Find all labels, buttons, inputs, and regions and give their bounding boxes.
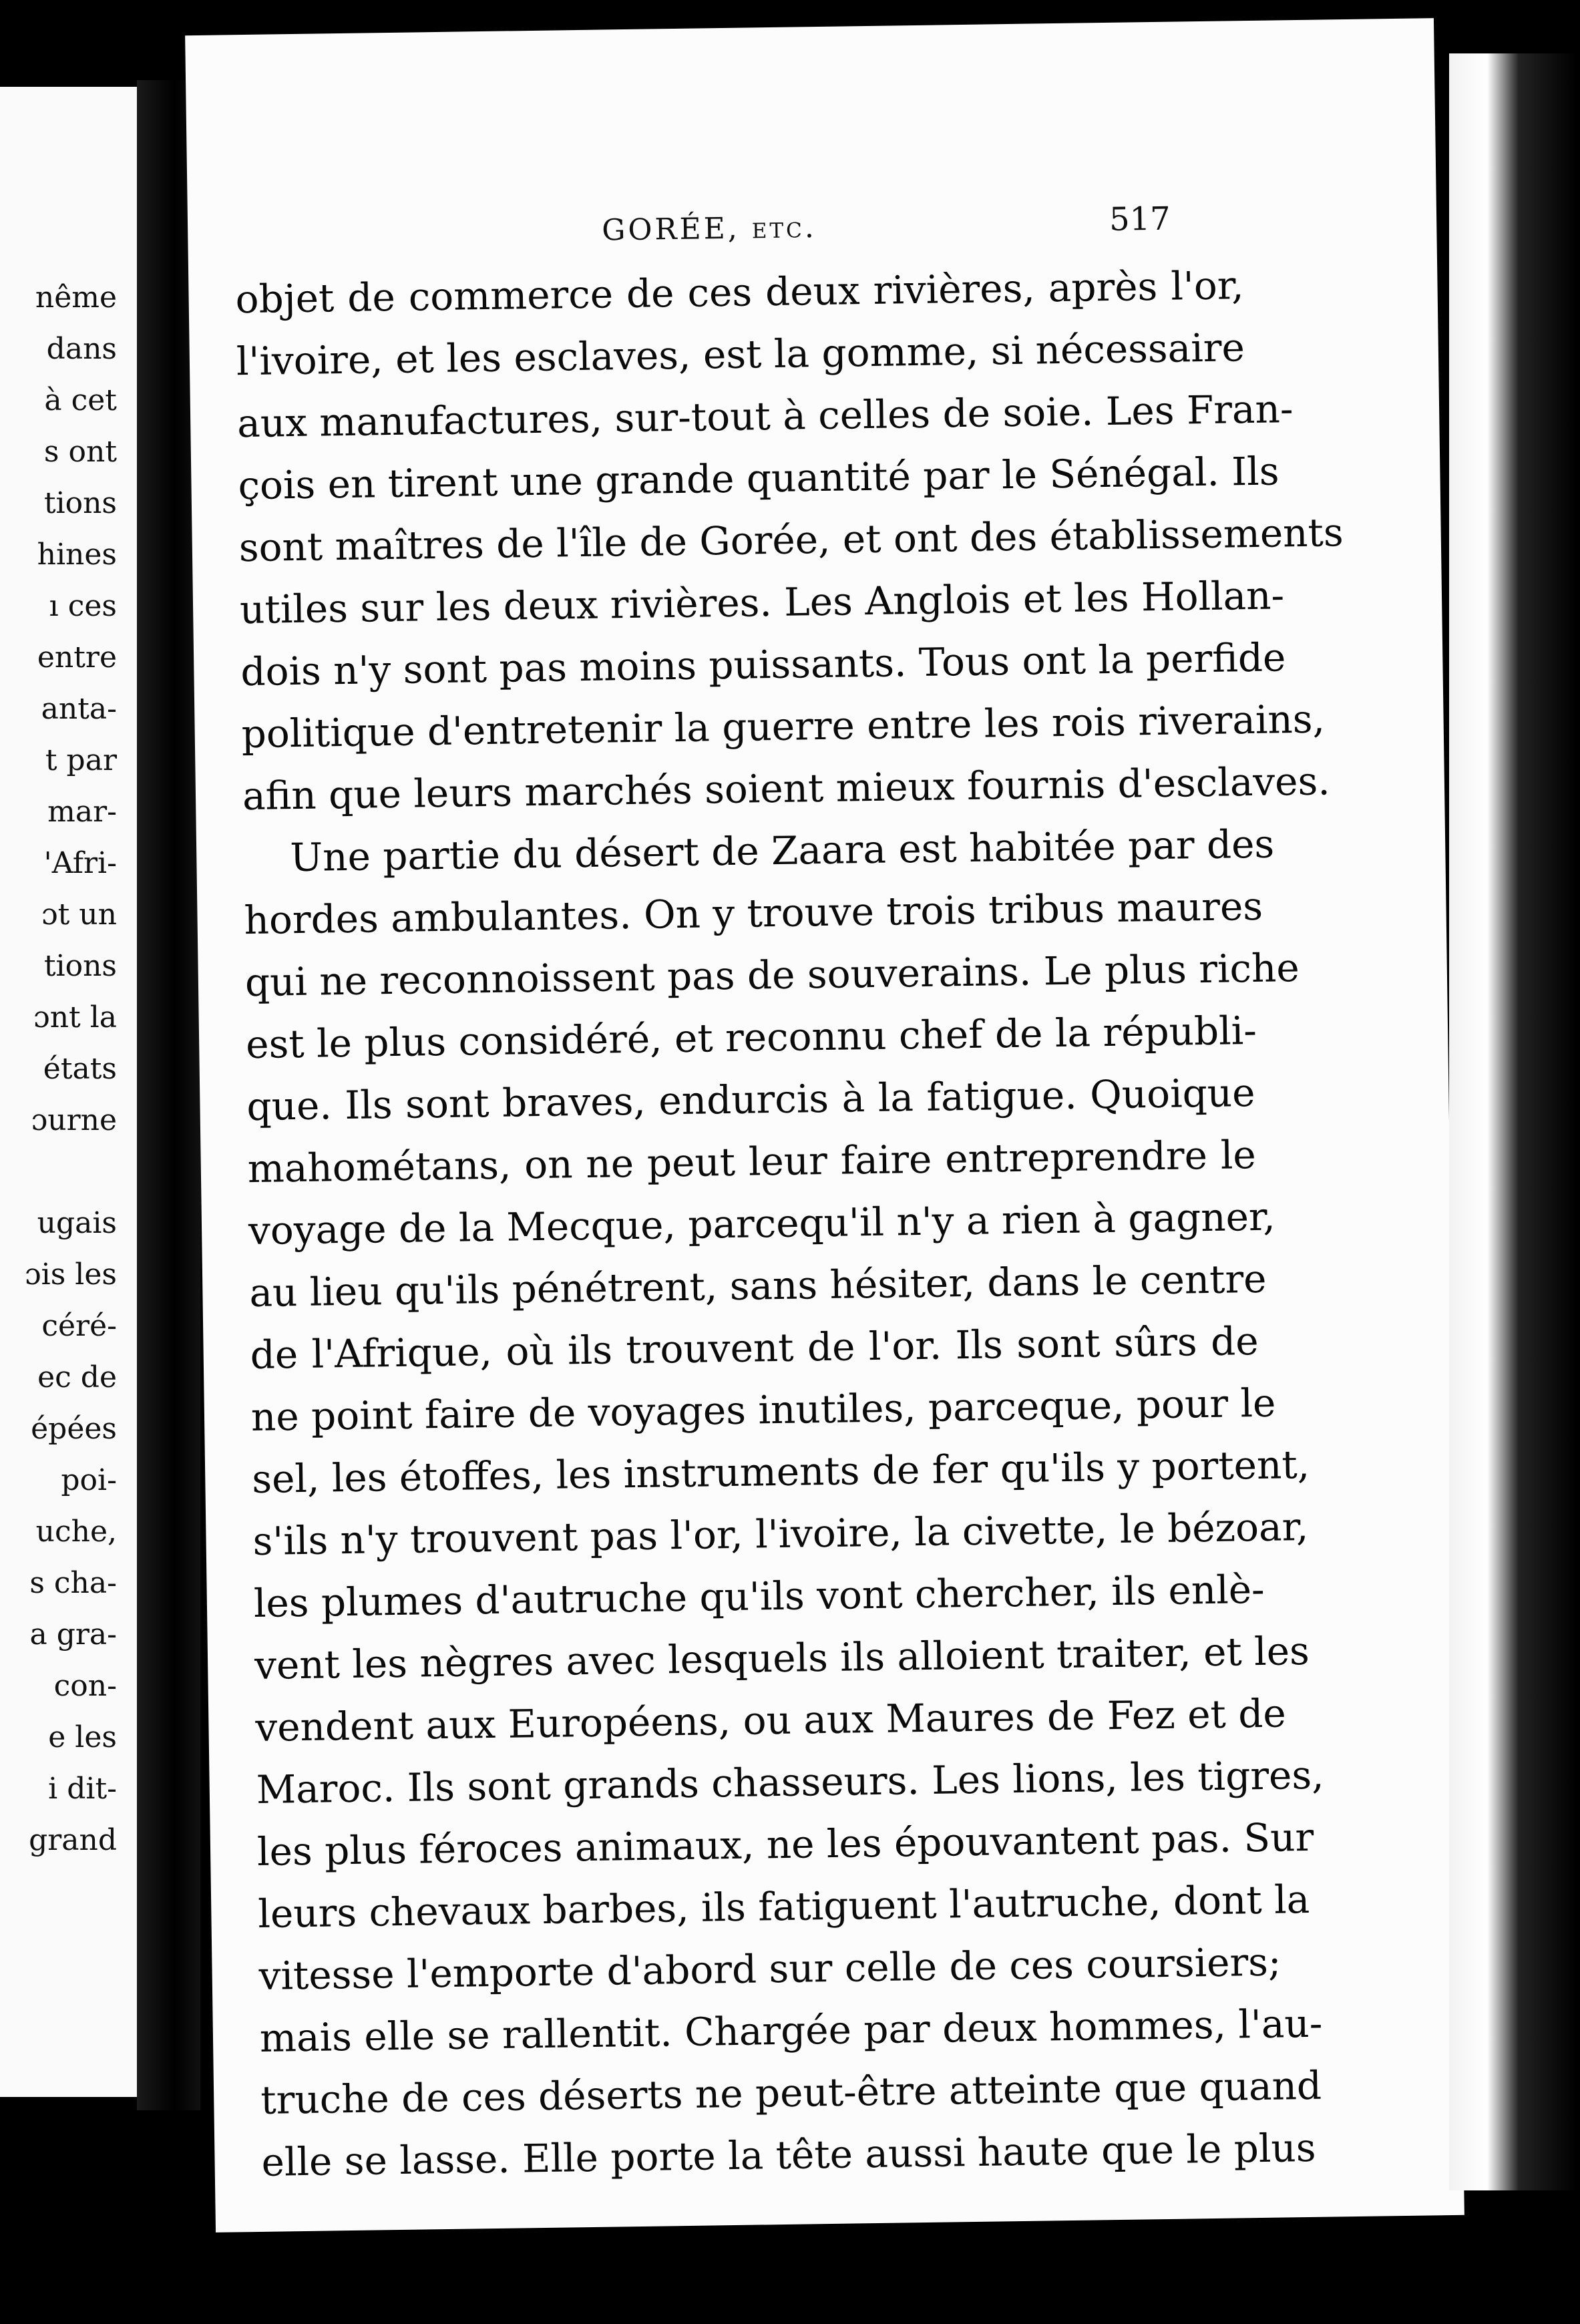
left-page-fragment: ec de [37, 1360, 117, 1394]
left-page-fragment: uche, [35, 1515, 117, 1549]
text-line: les plumes d'autruche qu'ils vont chercher, ils enlè- [253, 1566, 1265, 1627]
page-edge [1449, 53, 1576, 2190]
left-page-fragment: entre [37, 640, 117, 674]
left-page-fragment: poi- [61, 1463, 117, 1497]
text-line: vent les nègres avec lesquels ils alloient traiter, et les [254, 1627, 1310, 1688]
text-line: truche de ces déserts ne peut-être atteinte que quand [260, 2062, 1322, 2123]
text-line: dois n'y sont pas moins puissants. Tous ont la perfide [240, 634, 1286, 695]
text-line: ne point faire de voyages inutiles, parceque, pour le [250, 1380, 1276, 1440]
left-page-fragment: épées [31, 1412, 117, 1446]
page-number: 517 [1109, 200, 1171, 238]
left-page-fragment: e les [48, 1720, 117, 1754]
left-page-fragment: mar- [47, 795, 117, 829]
text-line: elle se lasse. Elle porte la tête aussi haute que le plus [261, 2124, 1316, 2185]
text-line: vendent aux Européens, ou aux Maures de Fez et de [255, 1690, 1287, 1750]
text-line: les plus féroces animaux, ne les épouvantent pas. Sur [256, 1814, 1314, 1875]
left-page-fragment: nême [35, 280, 117, 315]
text-line: au lieu qu'ils pénétrent, sans hésiter, dans le centre [248, 1255, 1267, 1316]
text-line: çois en tirent une grande quantité par le Sénégal. Ils [238, 448, 1279, 509]
text-line: hordes ambulantes. On y trouve trois tribus maures [244, 883, 1263, 944]
text-line: leurs chevaux barbes, ils fatiguent l'autruche, dont la [257, 1876, 1310, 1937]
left-page-fragment: i dit- [48, 1772, 117, 1806]
page-header [188, 202, 1437, 259]
left-page-fragment: ı ces [49, 589, 117, 623]
text-line: s'ils n'y trouvent pas l'or, l'ivoire, la civette, le bézoar, [252, 1503, 1309, 1565]
left-page-fragment: anta- [41, 692, 117, 726]
left-page-fragment: con- [53, 1669, 117, 1703]
text-line: mahométans, on ne peut leur faire entreprendre le [247, 1131, 1257, 1192]
text-line: de l'Afrique, où ils trouvent de l'or. Ils sont sûrs de [250, 1318, 1259, 1378]
left-page-fragment: grand [29, 1823, 117, 1857]
running-head: GORÉE, etc. [601, 210, 817, 248]
left-page-fragment: t par [45, 743, 117, 777]
left-page-fragment: à cet [44, 383, 117, 417]
left-page-fragment: tions [43, 949, 117, 983]
text-line: Une partie du désert de Zaara est habitée par des [289, 821, 1275, 881]
left-page-fragment: ɔnt la [33, 1000, 117, 1034]
left-page-fragment: a gra- [29, 1617, 117, 1652]
left-page-fragment: hines [37, 538, 117, 572]
text-line: afin que leurs marchés soient mieux fournis d'esclaves. [242, 758, 1331, 819]
text-line: aux manufactures, sur-tout à celles de soie. Les Fran- [236, 386, 1294, 447]
text-line: qui ne reconnoissent pas de souverains. Le plus riche [244, 945, 1300, 1006]
text-line: mais elle se rallentit. Chargée par deux hommes, l'au- [259, 2000, 1323, 2061]
text-line: sont maîtres de l'île de Gorée, et ont des établissements [238, 510, 1344, 571]
left-page-fragment: ɔurne [31, 1103, 117, 1137]
text-line: Maroc. Ils sont grands chasseurs. Les lions, les tigres, [256, 1752, 1325, 1812]
text-line: politique d'entretenir la guerre entre les rois riverains, [241, 696, 1326, 757]
text-line: objet de commerce de ces deux rivières, après l'or, [235, 262, 1244, 323]
left-page-fragment: tions [43, 486, 117, 520]
left-page-fragment: s cha- [29, 1566, 117, 1600]
left-page-fragment: ugais [37, 1206, 117, 1240]
left-page-fragment: ɔis les [25, 1257, 117, 1292]
text-line: vitesse l'emporte d'abord sur celle de ces coursiers; [258, 1939, 1281, 1999]
right-page [185, 18, 1464, 2233]
left-page-fragment: ɔt un [41, 898, 117, 932]
left-page-fragment: 'Afri- [43, 846, 117, 880]
left-page-fragment: s ont [43, 435, 117, 469]
text-line: est le plus considéré, et reconnu chef de la républi- [245, 1007, 1257, 1068]
body-text [235, 261, 1344, 2185]
text-line: sel, les étoffes, les instruments de fer qu'ils y portent, [251, 1441, 1310, 1503]
text-line: utiles sur les deux rivières. Les Anglois et les Hollan- [239, 572, 1285, 633]
left-page [0, 87, 137, 2097]
left-page-fragment: dans [46, 332, 117, 366]
text-line: que. Ils sont braves, endurcis à la fatigue. Quoique [246, 1070, 1255, 1130]
text-line: l'ivoire, et les esclaves, est la gomme, si nécessaire [236, 325, 1245, 385]
text-line: voyage de la Mecque, parcequ'il n'y a rien à gagner, [248, 1193, 1276, 1254]
left-page-fragment: céré- [41, 1309, 117, 1343]
left-page-fragment: états [43, 1052, 117, 1086]
